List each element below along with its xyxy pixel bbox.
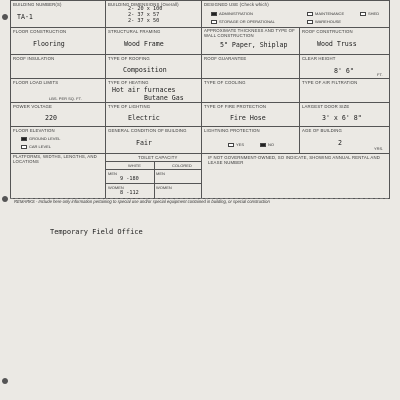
row-men-label: MEN [108, 171, 117, 176]
age-of-building-value[interactable]: 2 [338, 139, 342, 147]
cell-roof-insulation [11, 55, 105, 79]
cell-floor-elevation [11, 127, 105, 154]
option-storage[interactable] [211, 19, 275, 24]
row-building-info [11, 0, 389, 28]
cell-roof-construction [299, 28, 389, 55]
row-women-label: WOMEN [156, 185, 172, 190]
checkbox-icon[interactable] [21, 137, 27, 141]
roof-construction-label: ROOF CONSTRUCTION [302, 29, 353, 34]
option-label: SHED [368, 11, 380, 16]
cell-floor-construction [11, 28, 105, 55]
row-systems [11, 78, 389, 103]
type-of-cooling-label: TYPE OF COOLING [204, 80, 246, 85]
cell-platforms [11, 154, 105, 199]
checkbox-icon[interactable] [307, 12, 313, 16]
punch-hole [2, 378, 8, 384]
floor-elevation-label: FLOOR ELEVATION [13, 128, 55, 133]
option-label: CAR LEVEL [29, 144, 52, 149]
row-power [11, 102, 389, 127]
roof-guarantee-label: ROOF GUARANTEE [204, 56, 247, 61]
type-of-roofing-label: TYPE OF ROOFING [108, 56, 150, 61]
option-label: ADMINISTRATION [219, 11, 253, 16]
cell-clear-height [299, 55, 389, 79]
building-dimensions-label: BUILDING DIMENSIONS (Overall) [108, 2, 179, 7]
checkbox-icon[interactable] [21, 145, 27, 149]
row-elevation [11, 126, 389, 154]
cell-type-of-cooling [201, 79, 299, 103]
clear-height-value[interactable]: 8' 6" [334, 67, 354, 75]
remarks-value[interactable]: Temporary Field Office [50, 228, 143, 236]
option-label: STORAGE OR OPERATIONAL [219, 19, 275, 24]
cell-building-dimensions [105, 1, 201, 28]
heating-line[interactable]: Hot air furnaces [112, 86, 176, 94]
women-white-value[interactable]: 8 -112 [120, 190, 139, 196]
largest-door-value[interactable]: 3' x 6' 8" [322, 114, 362, 122]
cell-toilet-capacity [105, 154, 201, 199]
option-ground-level[interactable] [21, 136, 60, 141]
power-voltage-label: POWER VOLTAGE [13, 104, 53, 109]
cell-general-condition [105, 127, 201, 154]
structural-framing-value[interactable]: Wood Frame [124, 40, 164, 48]
cell-floor-load [11, 79, 105, 103]
clear-height-label: CLEAR HEIGHT [302, 56, 336, 61]
type-of-lighting-value[interactable]: Electric [128, 114, 160, 122]
row-men-label: MEN [156, 171, 165, 176]
designed-use-label: DESIGNED USE (Check which) [204, 2, 269, 7]
general-condition-value[interactable]: Fair [136, 139, 152, 147]
type-of-roofing-value[interactable]: Composition [123, 66, 167, 74]
unit-label: YRS. [374, 146, 384, 151]
option-label: YES [236, 142, 245, 147]
type-of-lighting-label: TYPE OF LIGHTING [108, 104, 151, 109]
cell-power-voltage [11, 103, 105, 127]
age-of-building-label: AGE OF BUILDING [302, 128, 342, 133]
checkbox-icon[interactable] [260, 143, 266, 147]
checkbox-icon[interactable] [360, 12, 366, 16]
cell-wall-construction [201, 28, 299, 55]
cell-largest-door [299, 103, 389, 127]
largest-door-label: LARGEST DOOR SIZE [302, 104, 350, 109]
dimension-line[interactable]: 2- 20 x 100 [128, 6, 163, 12]
cell-building-numbers [11, 1, 105, 28]
punch-hole [2, 196, 8, 202]
row-platforms [11, 153, 389, 199]
cell-air-filtration [299, 79, 389, 103]
cell-age-of-building [299, 127, 389, 154]
option-label: MAINTENANCE [315, 11, 345, 16]
floor-load-label: FLOOR LOAD LIMITS [13, 80, 59, 85]
cell-type-of-lighting [105, 103, 201, 127]
remarks-label: REMARKS - Include here only information pertaining to special use and/or special equipment contained in building, or special construction [14, 199, 270, 204]
building-numbers-value[interactable]: TA-1 [17, 13, 33, 21]
option-car-level[interactable] [21, 144, 51, 149]
punch-hole [2, 14, 8, 20]
checkbox-icon[interactable] [211, 20, 217, 24]
men-white-value[interactable]: 9 -180 [120, 176, 139, 182]
dimension-line[interactable]: 2- 37 x 57 [128, 12, 160, 18]
type-of-heating-label: TYPE OF HEATING [108, 80, 149, 85]
toilet-capacity-label: TOILET CAPACITY [138, 155, 178, 160]
col-colored-label: COLORED [172, 163, 192, 168]
air-filtration-label: TYPE OF AIR FILTRATION [302, 80, 358, 85]
cell-structural-framing [105, 28, 201, 55]
row-women-label: WOMEN [108, 185, 124, 190]
cell-type-of-heating [105, 79, 201, 103]
option-no[interactable] [260, 142, 274, 147]
fire-protection-label: TYPE OF FIRE PROTECTION [204, 104, 267, 109]
row-construction [11, 27, 389, 55]
building-numbers-label: BUILDING NUMBER(S) [13, 2, 62, 7]
option-shed[interactable] [360, 11, 379, 16]
roof-construction-value[interactable]: Wood Truss [317, 40, 357, 48]
row-roof [11, 54, 389, 79]
floor-construction-value[interactable]: Flooring [33, 40, 65, 48]
structural-framing-label: STRUCTURAL FRAMING [108, 29, 161, 34]
lightning-protection-label: LIGHTNING PROTECTION [204, 128, 260, 133]
checkbox-icon[interactable] [307, 20, 313, 24]
platforms-label: PLATFORMS, WIDTHS, LENGTHS, AND LOCATIONS [13, 154, 97, 164]
option-label: NO [268, 142, 274, 147]
cell-designed-use [201, 1, 389, 28]
wall-construction-label: APPROXIMATE THICKNESS AND TYPE OF WALL CONSTRUCTION [204, 28, 295, 38]
cell-lightning-protection [201, 127, 299, 154]
wall-construction-value[interactable]: 5" Paper, Shiplap [220, 41, 288, 49]
divider [154, 161, 155, 199]
option-maintenance[interactable] [307, 11, 344, 16]
option-label: GROUND LEVEL [29, 136, 61, 141]
power-voltage-value[interactable]: 220 [45, 114, 57, 122]
divider [106, 183, 202, 184]
col-white-label: WHITE [128, 163, 141, 168]
option-warehouse[interactable] [307, 19, 341, 24]
checkbox-icon[interactable] [211, 12, 217, 16]
dimension-line[interactable]: 2- 37 x 50 [128, 18, 160, 24]
form-grid [10, 0, 390, 199]
rental-note-label: IF NOT GOVERNMENT-OWNED, SO INDICATE, SHOWING ANNUAL RENTAL AND LEASE NUMBER [208, 155, 380, 165]
cell-roof-guarantee [201, 55, 299, 79]
general-condition-label: GENERAL CONDITION OF BUILDING [108, 128, 187, 133]
cell-type-of-roofing [105, 55, 201, 79]
cell-rental-note [201, 154, 389, 199]
floor-construction-label: FLOOR CONSTRUCTION [13, 29, 67, 34]
option-yes[interactable] [228, 142, 244, 147]
cell-fire-protection [201, 103, 299, 127]
fire-protection-value[interactable]: Fire Hose [230, 114, 266, 122]
unit-label: FT. [377, 72, 383, 77]
unit-label: LBS. PER SQ. FT. [49, 96, 82, 101]
heating-line[interactable]: Butane Gas [144, 94, 184, 102]
option-administration[interactable] [211, 11, 253, 16]
checkbox-icon[interactable] [228, 143, 234, 147]
roof-insulation-label: ROOF INSULATION [13, 56, 55, 61]
option-label: WAREHOUSE [315, 19, 342, 24]
